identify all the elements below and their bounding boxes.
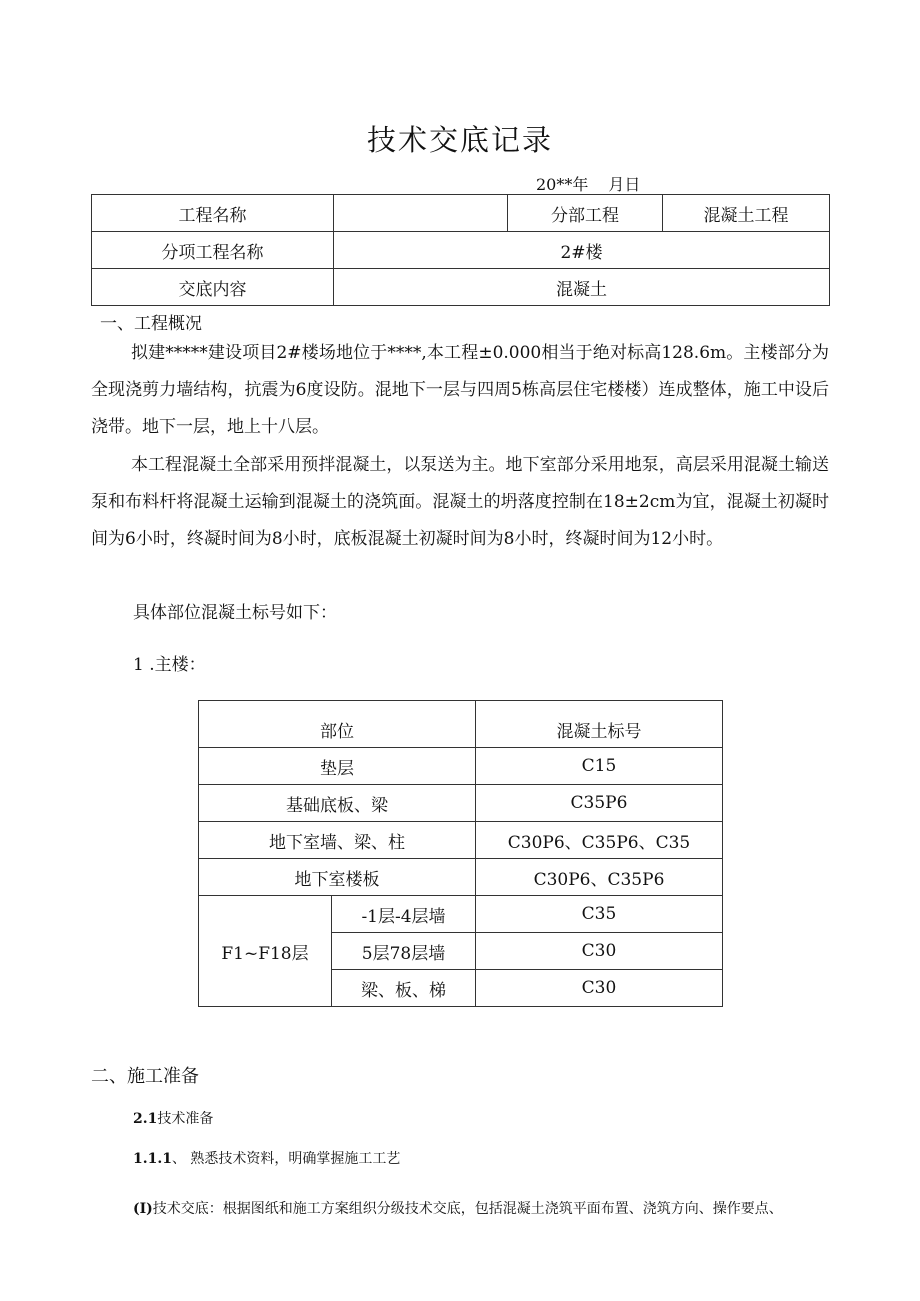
content-value: 混凝土	[334, 269, 830, 306]
table-row	[92, 195, 830, 232]
col-grade-header: 混凝土标号	[476, 701, 723, 748]
grade-cell: C35P6	[476, 785, 723, 822]
subsection-title: 技术准备	[157, 1111, 214, 1127]
subsection-technical-prep	[133, 1108, 213, 1128]
document-title: 技术交底记录	[366, 123, 553, 157]
subsection-title: 、 熟悉技术资料，明确掌握施工工艺	[171, 1151, 401, 1167]
table-row	[199, 859, 723, 896]
subsection-number: 1.1.1	[133, 1151, 172, 1167]
header-table	[91, 194, 830, 306]
part-cell: 梁、板、梯	[332, 970, 476, 1007]
grade-cell: C15	[476, 748, 723, 785]
part-cell: 地下室墙、梁、柱	[199, 822, 476, 859]
division-label: 分部工程	[508, 195, 663, 232]
concrete-paragraph: 本工程混凝土全部采用预拌混凝土，以泵送为主。地下室部分采用地泵，高层采用混凝土输送泵和布料杆将混凝土运输到混凝土的浇筑面。混凝土的坍落度控制在18±2cm为宜，混凝土初凝时间为6小时，终凝时间为8小时，底板混凝土初凝时间为8小时，终凝时间为12小时。	[91, 455, 829, 549]
part-cell: 垫层	[199, 748, 476, 785]
subitem-label: 分项工程名称	[92, 232, 334, 269]
item-text: 技术交底：根据图纸和施工方案组织分级技术交底，包括混凝土浇筑平面布置、浇筑方向、操作要点、	[152, 1201, 783, 1217]
grade-cell: C30P6、C35P6、C35	[476, 822, 723, 859]
table-row	[199, 822, 723, 859]
grade-intro-text: 具体部位混凝土标号如下：	[133, 603, 337, 623]
project-name-label: 工程名称	[92, 195, 334, 232]
subitem-value: 2#楼	[334, 232, 830, 269]
table-header-row	[199, 701, 723, 748]
item-marker: (I)	[133, 1201, 153, 1217]
col-part-header: 部位	[199, 701, 476, 748]
part-cell: 5层78层墙	[332, 933, 476, 970]
table-row	[199, 748, 723, 785]
date-month-day: 月日	[608, 175, 641, 194]
grade-cell: C35	[476, 896, 723, 933]
content-label: 交底内容	[92, 269, 334, 306]
floors-group-cell: F1~F18层	[199, 896, 332, 1007]
date-year: 20**年	[536, 175, 589, 194]
grade-cell: C30P6、C35P6	[476, 859, 723, 896]
project-name-value	[334, 195, 508, 232]
subsection-number: 2.1	[133, 1111, 158, 1127]
table-row	[199, 785, 723, 822]
part-cell: 地下室楼板	[199, 859, 476, 896]
section1-heading: 一、工程概况	[100, 314, 202, 334]
part-cell: -1层-4层墙	[332, 896, 476, 933]
main-building-item: 1 .主楼：	[133, 655, 206, 675]
date-line	[536, 172, 640, 195]
subsection-familiarize	[133, 1148, 400, 1168]
grade-cell: C30	[476, 933, 723, 970]
table-row	[92, 269, 830, 306]
division-value: 混凝土工程	[663, 195, 830, 232]
overview-paragraph: 拟建*****建设项目2#楼场地位于****,本工程±0.000相当于绝对标高128.6m。主楼部分为全现浇剪力墙结构，抗震为6度设防。混地下一层与四周5栋高层住宅楼楼）连成整体，施工中设后浇带。地下一层，地上十八层。	[91, 343, 829, 437]
tech-briefing-item	[133, 1198, 783, 1218]
part-cell: 基础底板、梁	[199, 785, 476, 822]
section2-heading: 二、施工准备	[91, 1066, 199, 1087]
grade-cell: C30	[476, 970, 723, 1007]
concrete-grade-table	[198, 700, 723, 1007]
table-row	[199, 896, 723, 933]
table-row	[92, 232, 830, 269]
